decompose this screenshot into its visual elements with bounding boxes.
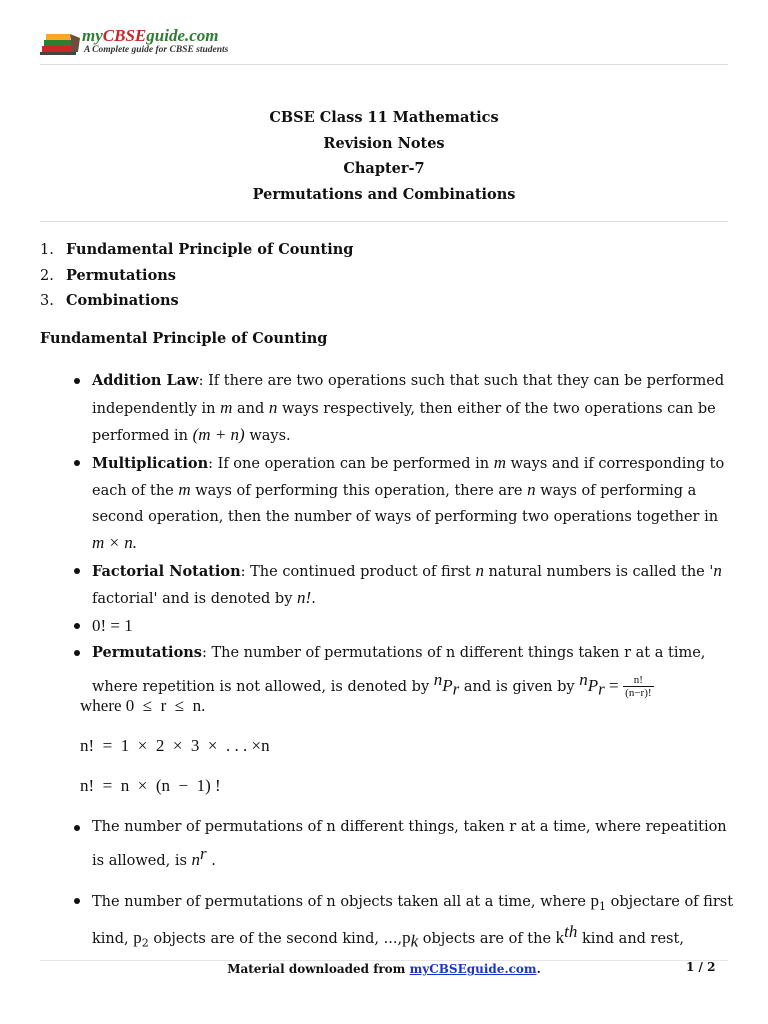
section-heading: Fundamental Principle of Counting [40,330,328,347]
footer-link[interactable]: myCBSEguide.com [409,962,537,976]
rules-list [74,368,734,702]
site-logo [40,26,260,60]
permutation-fraction: $\frac{n!}{(n-r)!}$ [625,673,652,699]
toc-item: 2. Permutations [40,266,176,284]
table-of-contents [40,237,353,314]
list-item-multiplication: Multiplication: If one operation can be performed in m ways and if corresponding to each of the m ways of performing this operation, there are n ways of performing a second operation, then the number of ways of performing two operations together in m × n. [74,450,734,558]
title-divider [40,221,728,222]
list-item-addition: Addition Law: If there are two operations such that such that they can be performed independently in m and n ways respectively, then either of the two operations can be performed in (m + n) ways. [74,368,734,450]
toc-item: 1. Fundamental Principle of Counting [40,241,354,258]
footer-divider [40,960,728,961]
title-line: CBSE Class 11 Mathematics [269,109,499,126]
header-divider [40,64,728,65]
list-item-factorial: Factorial Notation: The continued product of first n natural numbers is called the 'n factorial' and is denoted by n!. [74,558,734,613]
toc-item: 3. Combinations [40,292,179,309]
permutation-notes-list [74,815,734,956]
books-logo-icon [40,30,82,58]
title-line: Revision Notes [323,134,445,152]
list-item-identical-objects: The number of permutations of n objects taken all at a time, where $p_1$ objectare of first kind, $p_2$ objects are of the second kind, $...,p_k$ objects are of the $k^{th}$ kind and rest, [74,888,734,957]
list-item-zero-factorial: 0! = 1 [74,613,734,641]
brand-tagline: A Complete guide for CBSE students [84,45,229,55]
title-line: Permutations and Combinations [252,185,516,203]
brand-name: myCBSEguide.com [82,26,219,45]
footer-text: Material downloaded from myCBSEguide.com. [227,962,541,976]
title-line: Chapter-7 [343,160,425,177]
formula-range: where 0 ≤ r ≤ n. [80,696,206,715]
document-title [0,105,768,207]
formula-factorial-recursive: n! = n × (n − 1) ! [80,776,221,795]
list-item-permutations: Permutations: The number of permutations of n different things taken r at a time, where repetition is not allowed, is denoted by $^nP_r$ and is given by $^nP_r$ = $\frac{n!}{(n-r)!}$ [74,640,734,702]
page-number: 1 / 2 [686,960,716,974]
list-item-repetition: The number of permutations of n different things, taken r at a time, where repeatition is allowed, is $n^r$ . [74,815,734,874]
formula-factorial-product: n! = 1 × 2 × 3 × . . . ×n [80,736,270,755]
